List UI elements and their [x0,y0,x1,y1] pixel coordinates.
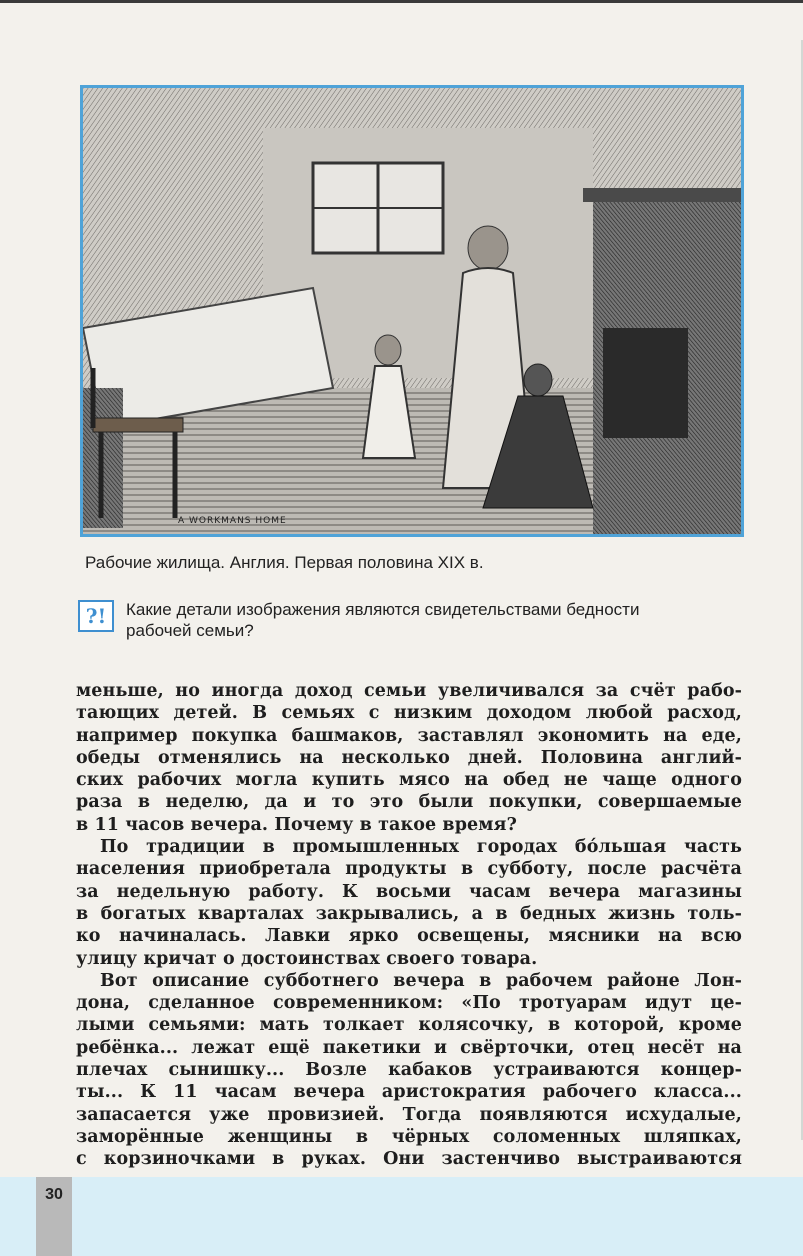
engraving-label: A WORKMANS HOME [178,516,287,526]
engraving-figure [80,85,744,537]
body-line: ко начиналась. Лавки ярко освещены, мясники на всю [76,926,742,947]
body-text [76,680,742,1171]
body-line: ребёнка... лежат ещё пакетики и свёрточки, отец несёт на [76,1037,742,1058]
body-line: раза в неделю, да и то это были покупки, совершаемые [76,792,742,813]
body-line: Вот описание субботнего вечера в рабочем районе Лон- [100,970,742,991]
page-top-edge [0,0,803,3]
question-icon: ?! [78,600,114,632]
body-line: в богатых кварталах закрывались, а в бедных жизнь толь- [76,903,742,924]
body-line: тающих детей. В семьях с низким доходом любой расход, [76,703,742,724]
body-line: ты... К 11 часам вечера аристократия рабочего класса... [76,1082,742,1103]
body-line: ских рабочих могла купить мясо на обед не чаще одного [76,770,742,791]
body-line: обеды отменялись на несколько дней. Половина англий- [76,747,742,768]
workmans-home-engraving [83,88,741,534]
body-line: заморённые женщины в чёрных соломенных шляпках, [76,1126,742,1147]
body-line: запасается уже провизией. Тогда появляются исхудалые, [76,1104,742,1125]
body-line: например покупка башмаков, заставлял экономить на еде, [76,725,742,746]
figure-caption: Рабочие жилища. Англия. Первая половина XIX в. [85,553,484,572]
body-line: плечах сынишку... Возле кабаков устраиваются концер- [76,1060,742,1081]
body-line: меньше, но иногда доход семьи увеличивался за счёт рабо- [76,681,742,701]
body-line: По традиции в промышленных городах бóльшая часть [100,837,742,858]
footer-band [0,1177,803,1256]
body-line: населения приобретала продукты в субботу, после расчёта [76,859,742,880]
body-line: дона, сделанное современником: «По тротуарам идут це- [76,993,742,1014]
question-text [126,599,746,641]
body-line: улицу кричат о достоинствах своего товара. [76,948,538,969]
body-line: лыми семьями: мать толкает колясочку, в которой, кроме [76,1015,742,1036]
body-line: в 11 часов вечера. Почему в такое время? [76,814,517,835]
question-line: Какие детали изображения являются свидетельствами бедности [126,600,640,619]
question-line: рабочей семьи? [126,621,254,640]
page-number: 30 [45,1186,63,1203]
body-line: за недельную работу. К восьми часам вечера магазины [76,881,742,902]
body-line: с корзиночками в руках. Они застенчиво выстраиваются [76,1149,742,1170]
